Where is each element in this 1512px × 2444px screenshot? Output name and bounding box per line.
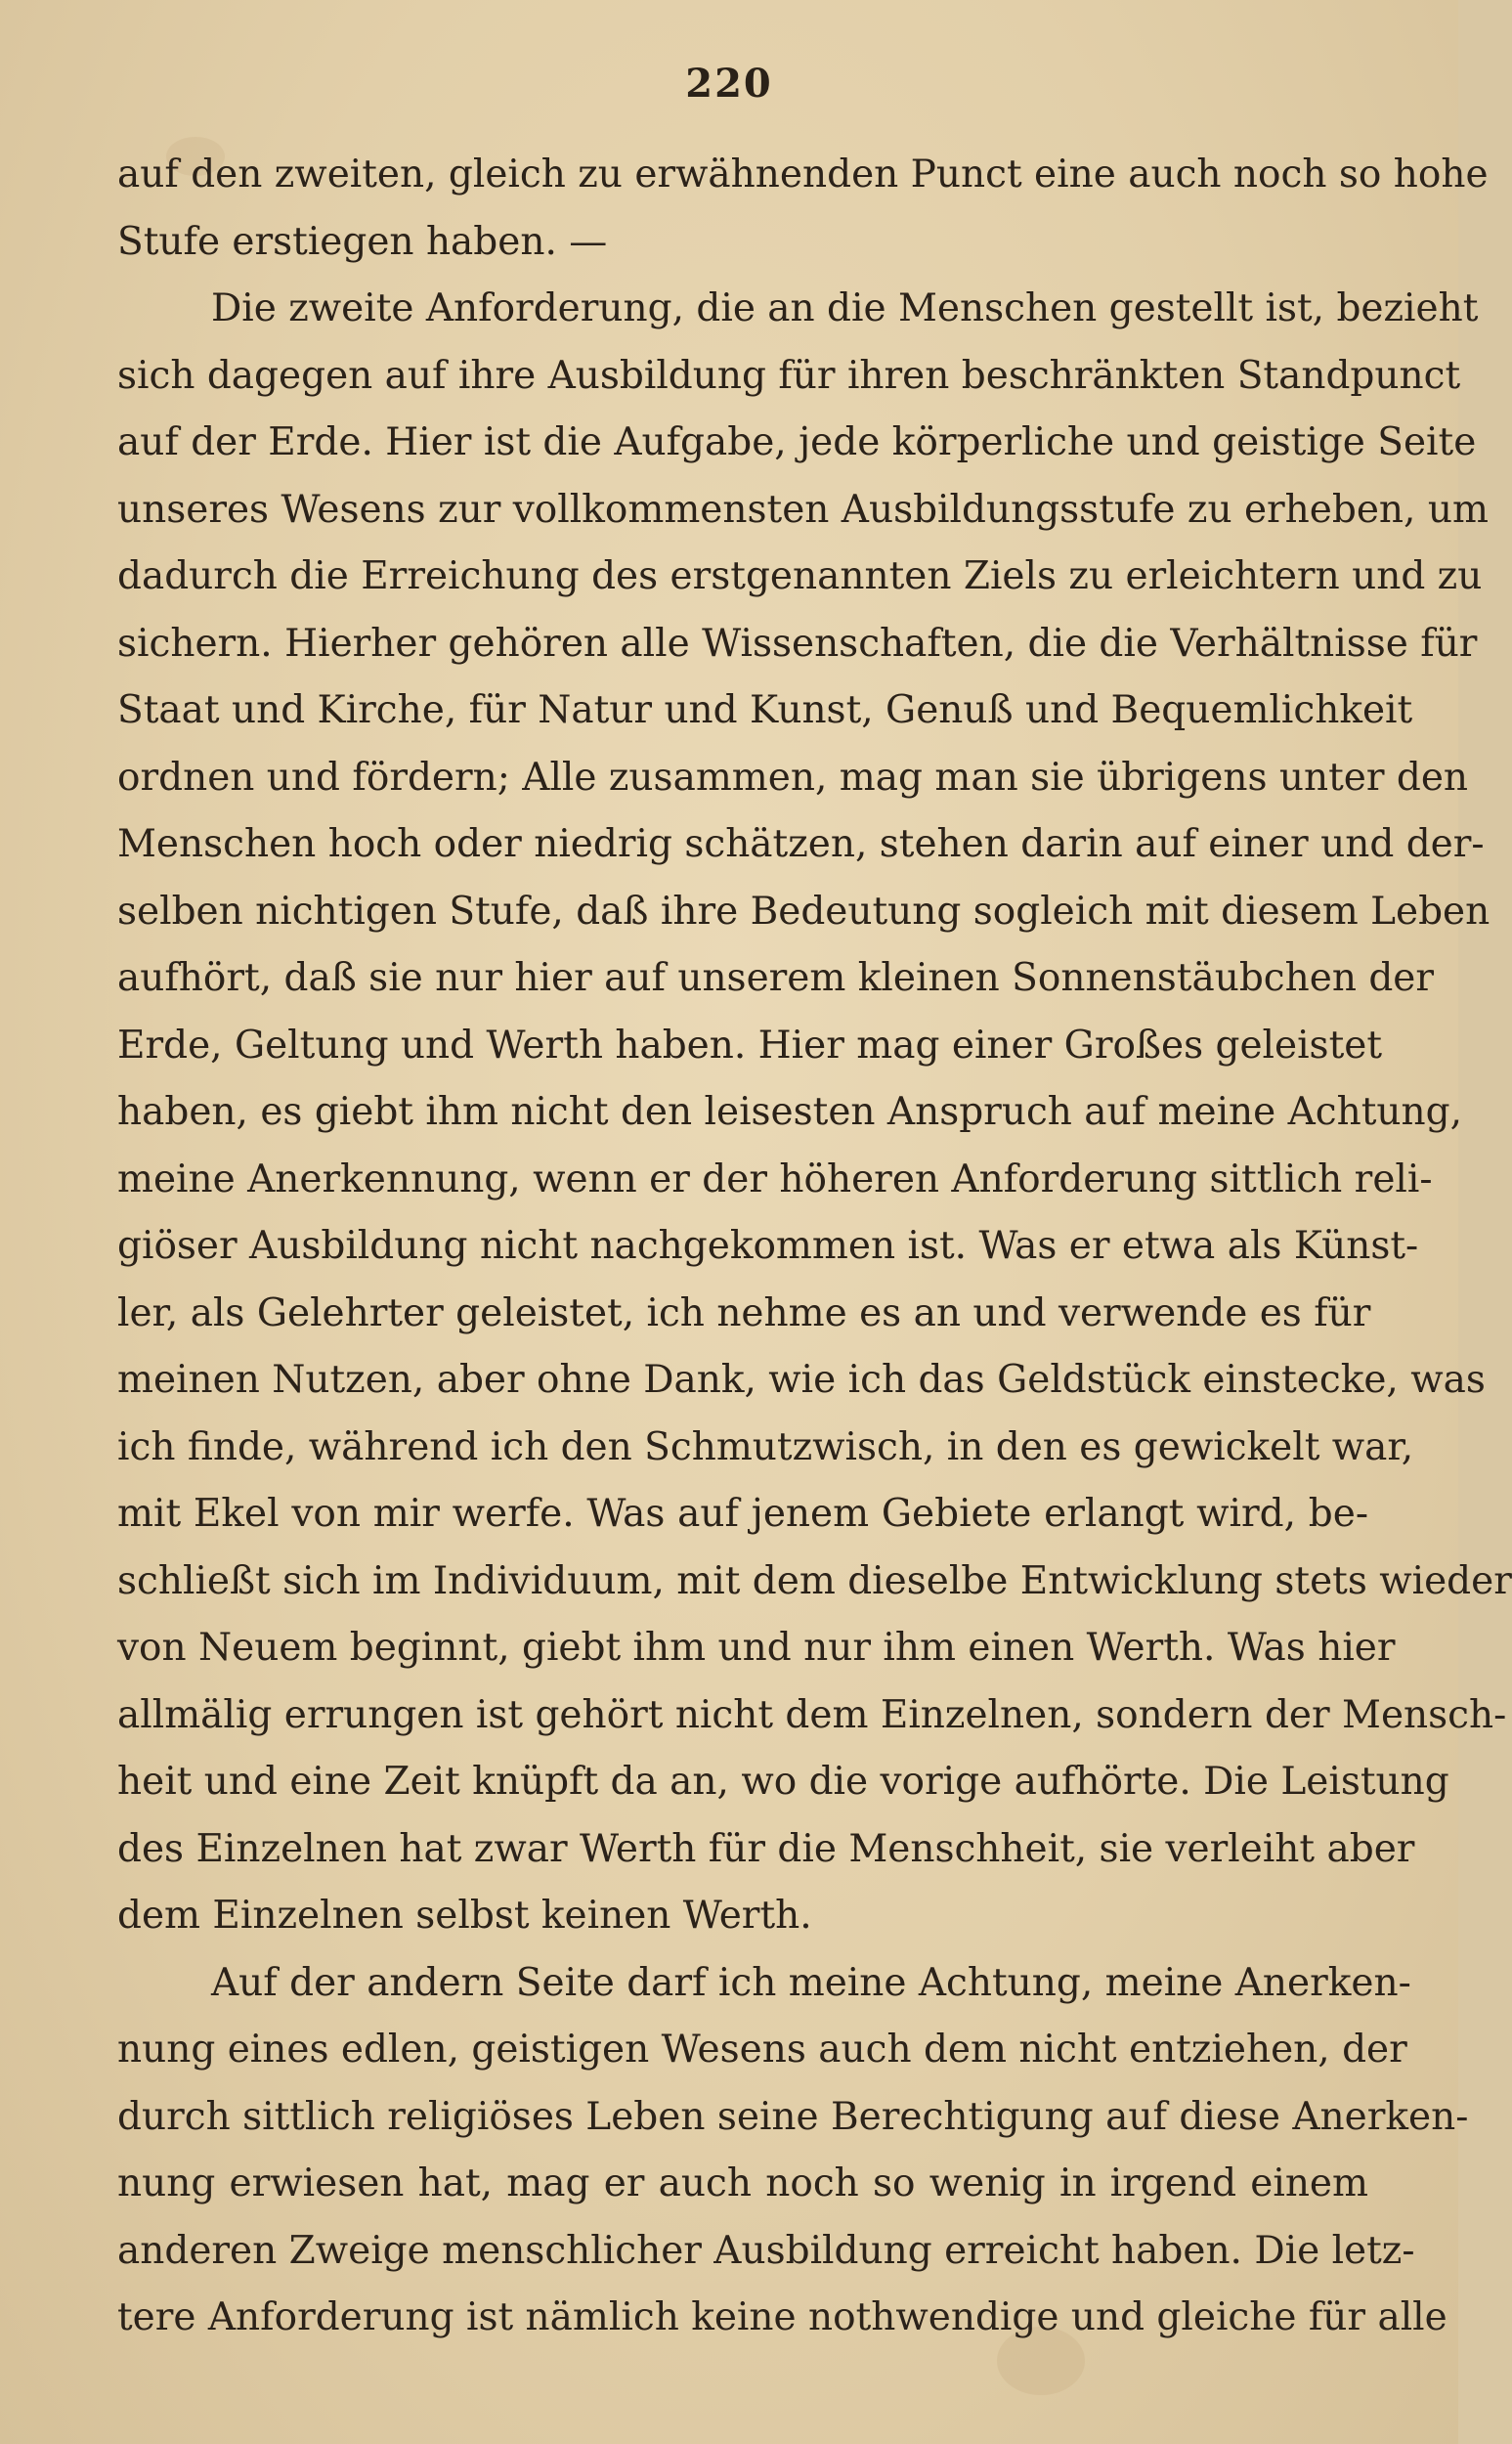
text-line: meine Anerkennung, wenn er der höheren Anforderung sittlich reli- [117,1157,1433,1201]
paragraph [117,142,1489,276]
text-line: Menschen hoch oder niedrig schätzen, stehen darin auf einer und der- [117,822,1485,866]
text-line: Erde, Geltung und Werth haben. Hier mag einer Großes geleistet [117,1023,1382,1068]
body-text [117,142,1512,2352]
text-line: auf der Erde. Hier ist die Aufgabe, jede körperliche und geistige Seite [117,420,1477,464]
text-line: dadurch die Erreichung des erstgenannten Ziels zu erleichtern und zu [117,554,1483,598]
page-number: 220 [685,61,773,107]
text-line: des Einzelnen hat zwar Werth für die Menschheit, sie verleiht aber [117,1826,1415,1871]
paragraph [117,1950,1469,2352]
text-line: Stufe erstiegen haben. — [117,219,608,264]
text-line: mit Ekel von mir werfe. Was auf jenem Gebiete erlangt wird, be- [117,1492,1368,1536]
text-line: Staat und Kirche, für Natur und Kunst, Genuß und Bequemlichkeit [117,688,1413,732]
text-line: allmälig errungen ist gehört nicht dem Einzelnen, sondern der Mensch- [117,1692,1507,1737]
text-line: sichern. Hierher gehören alle Wissenschaften, die die Verhältnisse für [117,621,1478,666]
text-line: ich finde, während ich den Schmutzwisch, in den es gewickelt war, [117,1424,1414,1469]
text-line: von Neuem beginnt, giebt ihm und nur ihm einen Werth. Was hier [117,1626,1396,1670]
text-line: tere Anforderung ist nämlich keine nothwendige und gleiche für alle [117,2295,1447,2339]
text-line: unseres Wesens zur vollkommensten Ausbildungsstufe zu erheben, um [117,487,1489,532]
text-line: sich dagegen auf ihre Ausbildung für ihren beschränkten Standpunct [117,353,1461,398]
text-line: aufhört, daß sie nur hier auf unserem kleinen Sonnenstäubchen der [117,956,1435,1000]
text-line: schließt sich im Individuum, mit dem dieselbe Entwicklung stets wieder [117,1558,1512,1603]
text-line: meinen Nutzen, aber ohne Dank, wie ich das Geldstück einstecke, was [117,1358,1486,1402]
text-line: durch sittlich religiöses Leben seine Berechtigung auf diese Anerken- [117,2094,1469,2139]
text-line: giöser Ausbildung nicht nachgekommen ist. Was er etwa als Künst- [117,1224,1419,1268]
text-line: Auf der andern Seite darf ich meine Achtung, meine Anerken- [211,1960,1411,2005]
text-line: Die zweite Anforderung, die an die Menschen gestellt ist, bezieht [211,286,1479,330]
text-line: haben, es giebt ihm nicht den leisesten Anspruch auf meine Achtung, [117,1090,1463,1134]
text-line: anderen Zweige menschlicher Ausbildung erreicht haben. Die letz- [117,2228,1415,2273]
text-line: auf den zweiten, gleich zu erwähnenden Punct eine auch noch so hohe [117,153,1489,196]
text-line: dem Einzelnen selbst keinen Werth. [117,1894,812,1938]
text-line: selben nichtigen Stufe, daß ihre Bedeutung sogleich mit diesem Leben [117,889,1490,934]
text-line: ler, als Gelehrter geleistet, ich nehme es an und verwende es für [117,1290,1371,1335]
text-line: nung erwiesen hat, mag er auch noch so wenig in irgend einem [117,2161,1368,2205]
text-line: nung eines edlen, geistigen Wesens auch dem nicht entziehen, der [117,2028,1407,2072]
text-line: ordnen und fördern; Alle zusammen, mag man sie übrigens unter den [117,755,1469,800]
text-line: heit und eine Zeit knüpft da an, wo die vorige aufhörte. Die Leistung [117,1760,1449,1804]
paragraph [117,276,1512,1950]
